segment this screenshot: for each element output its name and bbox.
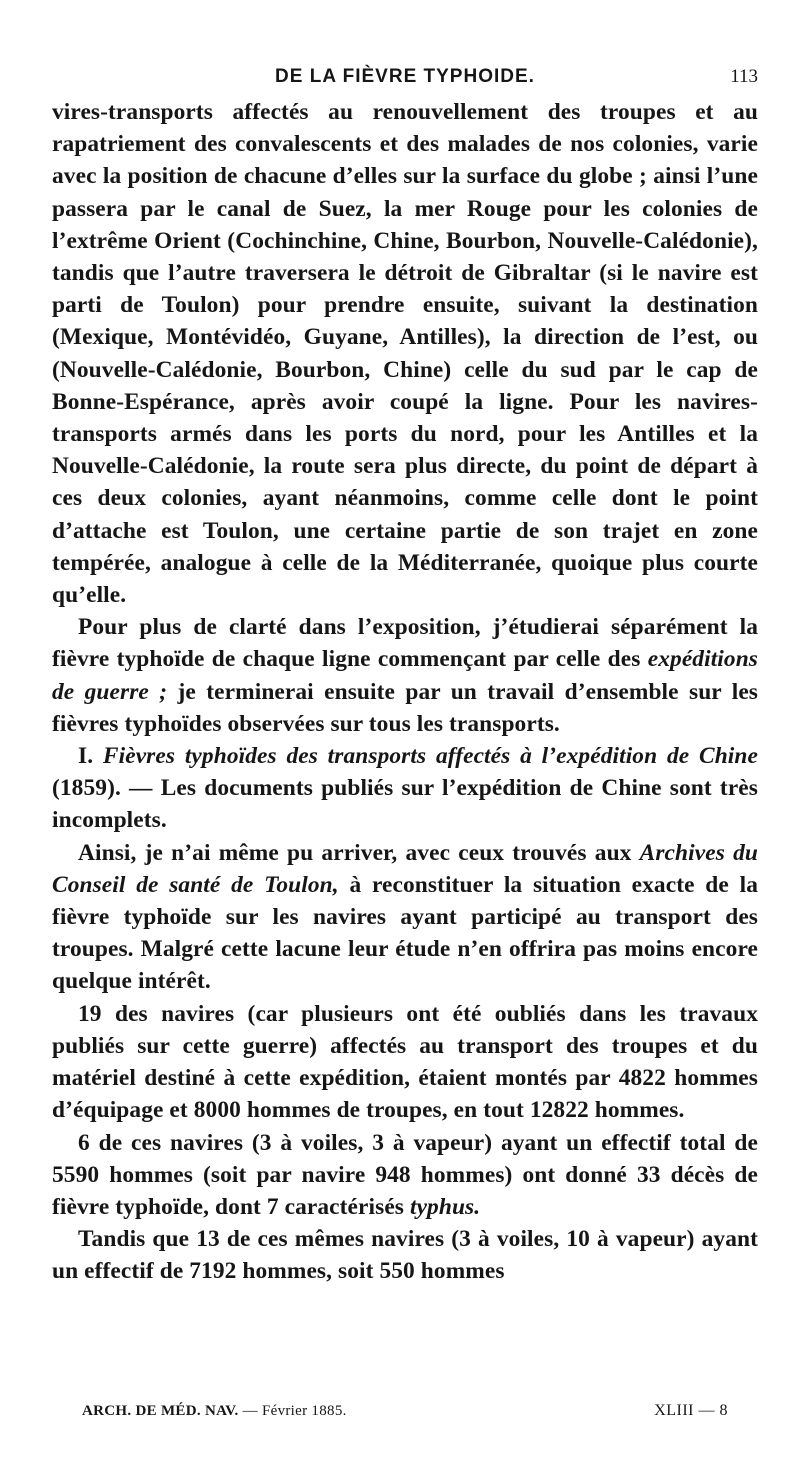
running-title: DE LA FIÈVRE TYPHOIDE. <box>275 66 535 87</box>
footer-date: Février 1885. <box>261 1403 347 1419</box>
paragraph-method-start: Pour plus de clarté dans l’exposition, j’étudierai séparément la fièvre typhoïde de chaque ligne commençant par celle des <box>52 614 758 673</box>
running-header <box>52 58 758 96</box>
footer-signature: XLIII — 8 <box>654 1402 728 1419</box>
paragraph-method-end: je terminerai ensuite par un travail d’ensemble sur les fièvres typhoïdes observées sur tous les transports. <box>52 678 759 737</box>
body-text <box>52 96 758 1288</box>
paragraph-method <box>52 611 758 740</box>
paragraph-archives-start: Ainsi, je n’ai même pu arriver, avec ceux trouvés aux <box>78 839 632 866</box>
section-numeral: I. <box>78 743 94 770</box>
footer-dash: — <box>242 1403 258 1419</box>
page-footer <box>82 1399 758 1423</box>
paragraph-thirteen-ships: Tandis que 13 de ces mêmes navires (3 à voiles, 10 à vapeur) ayant un effectif de 7192 hommes, soit 550 hommes <box>52 1226 758 1285</box>
footer-journal: ARCH. DE MÉD. NAV. <box>82 1403 239 1419</box>
section-heading-chine <box>52 740 758 837</box>
paragraph-six-ships <box>52 1127 758 1224</box>
section-title-italic: Fièvres typhoïdes des transports affectés à l’expédition de Chine <box>102 743 758 770</box>
paragraph-archives <box>52 837 758 998</box>
paragraph-six-ships-start: 6 de ces navires (3 à voiles, 3 à vapeur) ayant un effectif total de 5590 hommes (soit par navire 948 hommes) ont donné 33 décès de fièvre typhoïde, dont 7 caractérisés <box>52 1129 758 1220</box>
paragraph-archives-italic: Archives du Conseil de santé de Toulon, <box>52 839 758 898</box>
paragraph-six-ships-italic: typhus. <box>409 1193 481 1220</box>
paragraph-ships-count: 19 des navires (car plusieurs ont été oubliés dans les travaux publiés sur cette guerre) affectés au transport des troupes et du matériel destiné à cette expédition, étaient montés par 4822 hommes d’équipage et 8000 hommes de troupes, en tout 12822 hommes. <box>52 1000 758 1124</box>
paragraph-continuation: vires-transports affectés au renouvellement des troupes et au rapatriement des convalescents et des malades de nos colonies, varie avec la position de chacune d’elles sur la surface du globe ; ainsi l’une passera par le canal de Suez, la mer Rouge pour les colonies de l’extrême Orient (Cochinchine, Chine, Bourbon, Nouvelle-Calédonie), tandis que l’autre traversera le détroit de Gibraltar (si le navire est parti de Toulon) pour prendre ensuite, suivant la destination (Mexique, Montévidéo, Guyane, Antilles), la direction de l’est, ou (Nouvelle-Calédonie, Bourbon, Chine) celle du sud par le cap de Bonne-Espérance, après avoir coupé la ligne. Pour les navires-transports armés dans les ports du nord, pour les Antilles et la Nouvelle-Calédonie, la route sera plus directe, du point de départ à ces deux colonies, ayant néanmoins, comme celle dont le point d’attache est Toulon, une certaine partie de son trajet en zone tempérée, analogue à celle de la Méditerranée, quoique plus courte qu’elle. <box>52 99 758 609</box>
document-page <box>52 58 758 1458</box>
paragraph-archives-end: à reconstituer la situation exacte de la fièvre typhoïde sur les navires ayant participé au transport des troupes. Malgré cette lacune leur étude n’en offrira pas moins encore quelque intérêt. <box>52 871 758 995</box>
footer-citation <box>82 1399 347 1423</box>
paragraph-method-italic: expéditions de guerre ; <box>52 646 759 705</box>
page-number: 113 <box>730 66 758 87</box>
section-heading-text: (1859). — Les documents publiés sur l’expédition de Chine sont très incomplets. <box>52 775 758 834</box>
